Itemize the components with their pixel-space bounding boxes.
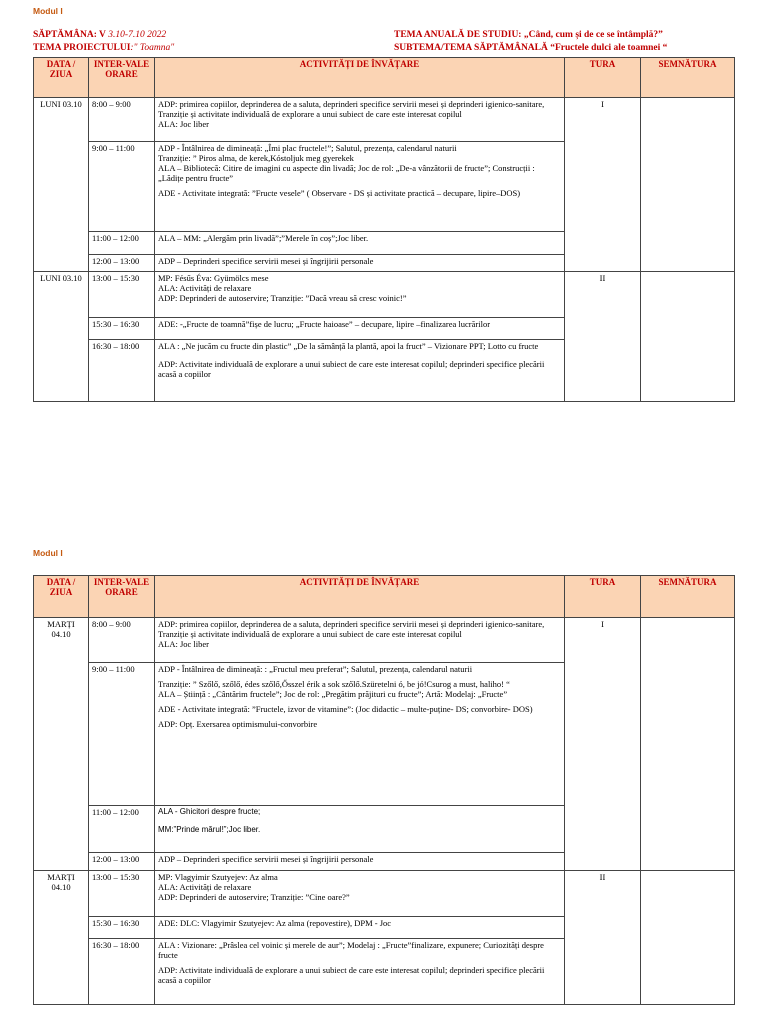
day-cell: LUNI 03.10 (34, 272, 89, 402)
day-cell: MARȚI 04.10 (34, 871, 89, 1005)
activity-line: ALA – Știință : „Cântărim fructele”; Joc de rol: „Pregătim prăjituri cu fructe”; Artă: Modelaj: „Fructe” (158, 689, 508, 699)
activity-line: ADE: DLC: Vlagyimir Szutyejev: Az alma (repovestire), DPM - Joc (158, 918, 392, 928)
project-theme-label: TEMA PROIECTULUI (33, 43, 131, 53)
activity-line: ADE - Activitate integrată: ”Fructe vesele” ( Observare - DS și activitate practică – decupare, lipire–DOS) (158, 188, 521, 198)
activity-cell (155, 255, 565, 272)
activity-line: ALA: Activități de relaxare (158, 283, 252, 293)
col-header-activities: ACTIVITĂȚI DE ÎNVĂȚARE (155, 576, 565, 618)
time-cell: 8:00 – 9:00 (89, 98, 155, 142)
col-header-interval: INTER-VALE ORARE (89, 576, 155, 618)
signature-cell (641, 272, 735, 402)
activity-line: ADE: -„Fructe de toamnă”fișe de lucru; „Fructe haioase” – decupare, lipire –finalizarea lucrărilor (158, 319, 491, 329)
table-row (34, 272, 735, 318)
module-label: Modul I (33, 548, 63, 558)
module-label: Modul I (33, 6, 63, 16)
activity-line: MP: Vlagyimir Szutyejev: Az alma (158, 872, 278, 882)
activity-line: ADP: Deprinderi de autoservire; Tranziție: ”Dacă vreau să cresc voinic!” (158, 293, 407, 303)
activity-cell (155, 272, 565, 318)
col-header-activities: ACTIVITĂȚI DE ÎNVĂȚARE (155, 58, 565, 98)
activity-table (33, 57, 735, 402)
activity-cell (155, 853, 565, 871)
activity-cell (155, 806, 565, 853)
week-dates: 3.10-7.10 2022 (105, 30, 167, 40)
activity-line: ALA – Bibliotecă: Citire de imagini cu aspecte din livadă; Joc de rol: „De-a vânzătorii de fructe”; Construcții : „Lădițe pentru fructe” (158, 163, 535, 183)
col-header-date: DATA / ZIUA (34, 58, 89, 98)
time-cell: 16:30 – 18:00 (89, 939, 155, 1005)
activity-cell (155, 871, 565, 917)
activity-line: MP: Fésűs Éva: Gyümölcs mese (158, 273, 269, 283)
activity-cell (155, 939, 565, 1005)
activity-line: MM:”Prinde mărul!”;Joc liber. (158, 825, 261, 834)
table-header-row (34, 58, 735, 98)
week-label: SĂPTĂMÂNA: V (33, 30, 106, 40)
project-theme-value: :" Toamna" (130, 43, 175, 53)
col-header-shift: TURA (565, 58, 641, 98)
time-cell: 15:30 – 16:30 (89, 318, 155, 340)
table-row (34, 618, 735, 663)
activity-line: ADP: primirea copiilor, deprinderea de a saluta, deprinderi specifice servirii mesei și deprinderi igienico-sanitare, Tranziție și activitate individuală de explorare a unui subiect de care este interesat copilul (158, 99, 545, 119)
activity-line: ADP: Activitate individuală de explorare a unui subiect de care este interesat copilul; deprinderi specifice plecării acasă a copiilor (158, 359, 545, 379)
shift-cell: II (565, 272, 641, 402)
time-cell: 12:00 – 13:00 (89, 255, 155, 272)
activity-line: ADP – Deprinderi specifice servirii mesei și îngrijirii personale (158, 854, 374, 864)
col-header-signature: SEMNĂTURA (641, 576, 735, 618)
shift-cell: I (565, 98, 641, 272)
project-theme (33, 43, 174, 53)
time-cell: 8:00 – 9:00 (89, 618, 155, 663)
time-cell: 9:00 – 11:00 (89, 142, 155, 232)
activity-line: ADP: Opț. Exersarea optimismului-convorbire (158, 719, 318, 729)
shift-cell: II (565, 871, 641, 1005)
table-header-row (34, 576, 735, 618)
day-cell: MARȚI 04.10 (34, 618, 89, 871)
activity-line: ADP: primirea copiilor, deprinderea de a saluta, deprinderi specifice servirii mesei și deprinderi igienico-sanitare, Tranziție și activitate individuală de explorare a unui subiect de care este interesat copilul (158, 619, 545, 639)
col-header-shift: TURA (565, 576, 641, 618)
time-cell: 16:30 – 18:00 (89, 340, 155, 402)
activity-line: Tranziție: ” Piros alma, de kerek,Kóstoljuk meg gyerekek (158, 153, 354, 163)
activity-cell (155, 618, 565, 663)
activity-line: ADP: Activitate individuală de explorare a unui subiect de care este interesat copilul; deprinderi specifice plecării acasă a copiilor (158, 965, 545, 985)
time-cell: 11:00 – 12:00 (89, 806, 155, 853)
col-header-interval: INTER-VALE ORARE (89, 58, 155, 98)
time-cell: 11:00 – 12:00 (89, 232, 155, 255)
col-header-date: DATA / ZIUA (34, 576, 89, 618)
time-cell: 13:00 – 15:30 (89, 871, 155, 917)
activity-line: ADP - Întâlnirea de dimineață: „Îmi plac fructele!”; Salutul, prezența, calendarul naturii (158, 143, 457, 153)
weekly-subtheme: SUBTEMA/TEMA SĂPTĂMÂNALĂ “Fructele dulci ale toamnei “ (394, 43, 668, 53)
signature-cell (641, 98, 735, 272)
time-cell: 15:30 – 16:30 (89, 917, 155, 939)
shift-cell: I (565, 618, 641, 871)
activity-cell (155, 142, 565, 232)
activity-line: ADP – Deprinderi specifice servirii mesei și îngrijirii personale (158, 256, 374, 266)
activity-line: ADE - Activitate integrată: ”Fructele, izvor de vitamine”: (Joc didactic – multe-puține- DS; convorbire- DOS) (158, 704, 533, 714)
signature-cell (641, 871, 735, 1005)
col-header-signature: SEMNĂTURA (641, 58, 735, 98)
activity-line: ALA : Vizionare: „Prâslea cel voinic și merele de aur”; Modelaj : „Fructe”finalizare, expunere; Curiozități despre fructe (158, 940, 544, 960)
signature-cell (641, 618, 735, 871)
activity-cell (155, 917, 565, 939)
activity-line: ALA: Activități de relaxare (158, 882, 252, 892)
annual-theme: TEMA ANUALĂ DE STUDIU: „Când, cum și de ce se întâmplă?” (394, 30, 663, 40)
table-row (34, 871, 735, 917)
activity-line: ALA : „Ne jucăm cu fructe din plastic” „De la sămânță la plantă, apoi la fruct” – Vizionare PPT; Lotto cu fructe (158, 341, 539, 351)
week-header (33, 30, 166, 40)
table-row (34, 98, 735, 142)
activity-cell (155, 663, 565, 806)
activity-line: ALA - Ghicitori despre fructe; (158, 807, 261, 816)
activity-line: ALA – MM: „Alergăm prin livadă”;”Merele în coș”;Joc liber. (158, 233, 369, 243)
time-cell: 12:00 – 13:00 (89, 853, 155, 871)
activity-cell (155, 232, 565, 255)
activity-table (33, 575, 735, 1005)
time-cell: 13:00 – 15:30 (89, 272, 155, 318)
activity-line: ALA: Joc liber (158, 119, 209, 129)
activity-line: ADP - Întâlnirea de dimineață: : „Fructul meu preferat”; Salutul, prezența, calendarul naturii (158, 664, 473, 674)
activity-cell (155, 340, 565, 402)
time-cell: 9:00 – 11:00 (89, 663, 155, 806)
day-cell: LUNI 03.10 (34, 98, 89, 272)
activity-line: ADP: Deprinderi de autoservire; Tranziție: ”Cine oare?” (158, 892, 350, 902)
activity-line: Tranziție: ” Szőlő, szőlő, édes szőlő,Ősszel érik a sok szőlő.Szüretelni ó, be jó!Csurog a must, haliho! “ (158, 679, 510, 689)
activity-line: ALA: Joc liber (158, 639, 209, 649)
activity-cell (155, 318, 565, 340)
activity-cell (155, 98, 565, 142)
